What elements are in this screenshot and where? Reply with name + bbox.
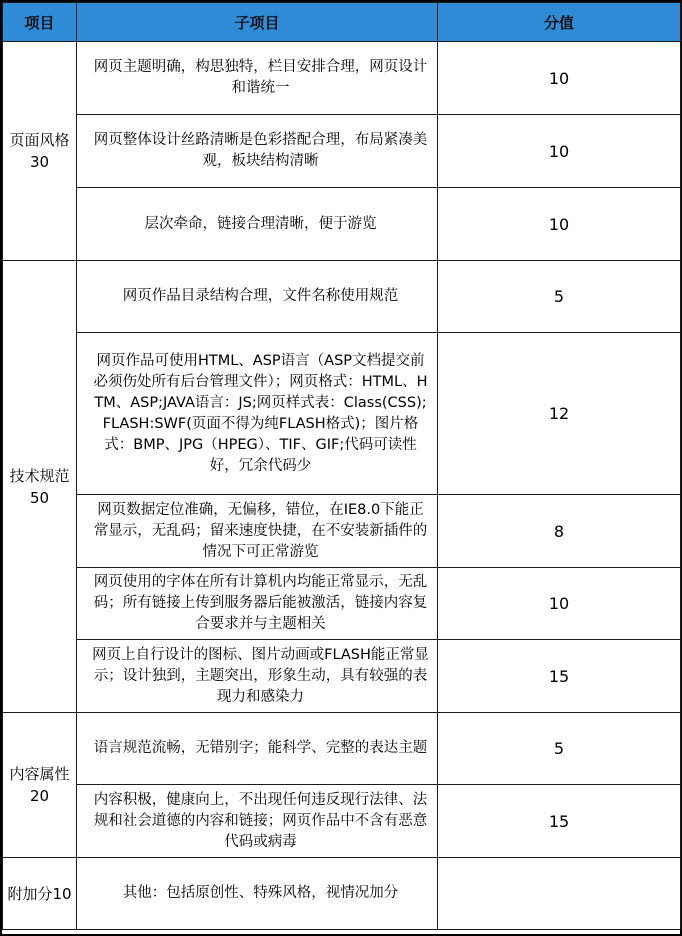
table-row [3, 785, 681, 858]
item-cell [77, 261, 438, 333]
item-cell [77, 640, 438, 713]
item-cell [77, 858, 438, 930]
score-cell: 15 [438, 640, 681, 713]
item-cell [77, 42, 438, 115]
category-cell-bonus [3, 858, 77, 930]
score-cell: 12 [438, 333, 681, 495]
score-cell: 8 [438, 495, 681, 568]
category-name: 技术规范 [9, 466, 70, 485]
table-row [3, 640, 681, 713]
table-header-row [3, 3, 681, 42]
item-text: 网页主题明确，构思独特，栏目安排合理，网页设计和谐统一 [93, 59, 428, 96]
header-item: 子项目 [77, 3, 438, 42]
item-text: 内容积极，健康向上，不出现任何违反现行法律、法规和社会道德的内容和链接；网页作品中不含有恶意代码或病毒 [93, 791, 428, 850]
table-row [3, 713, 681, 785]
category-total: 50 [29, 488, 50, 507]
score-cell: 5 [438, 261, 681, 333]
item-text: 网页作品目录结构合理，文件名称使用规范 [122, 288, 399, 304]
item-cell [77, 568, 438, 640]
score-cell: 10 [438, 188, 681, 261]
item-cell [77, 495, 438, 568]
category-cell-tech-spec [3, 261, 77, 713]
category-total: 20 [29, 787, 50, 805]
header-score: 分值 [438, 3, 681, 42]
table-row [3, 333, 681, 495]
item-text: 网页整体设计丝路清晰是色彩搭配合理，布局紧凑美观，板块结构清晰 [93, 132, 428, 169]
item-cell [77, 333, 438, 495]
table-row [3, 42, 681, 115]
table-row [3, 261, 681, 333]
score-cell: 10 [438, 568, 681, 640]
table-row [3, 495, 681, 568]
score-cell: 15 [438, 785, 681, 858]
item-text: 网页使用的字体在所有计算机内均能正常显示，无乱码；所有链接上传到服务器后能被激活，链接内容复合要求并与主题相关 [93, 574, 428, 632]
table-row [3, 568, 681, 640]
item-text: 语言规范流畅，无错别字；能科学、完整的表达主题 [93, 740, 428, 756]
score-cell [438, 858, 681, 930]
score-cell: 5 [438, 713, 681, 785]
category-name: 页面风格 [9, 131, 70, 149]
item-cell [77, 713, 438, 785]
item-text: 其他：包括原创性、特殊风格，视情况加分 [122, 885, 399, 901]
category-cell-content [3, 713, 77, 858]
category-cell-page-style [3, 42, 77, 261]
category-name: 附加分10 [7, 884, 72, 903]
item-text: 网页数据定位准确，无偏移，错位，在IE8.0下能正常显示，无乱码；留来速度快捷，在不安装新插件的情况下可正常游览 [93, 501, 428, 560]
item-cell [77, 785, 438, 858]
table-row [3, 115, 681, 188]
category-total: 30 [29, 153, 50, 171]
item-cell [77, 115, 438, 188]
score-cell: 10 [438, 42, 681, 115]
table-row [3, 188, 681, 261]
scoring-table [2, 2, 681, 930]
category-name: 内容属性 [9, 765, 70, 783]
item-text: 层次牵命，链接合理清晰，便于游览 [144, 215, 377, 232]
item-text: 网页上自行设计的图标、图片动画或FLASH能正常显示；设计独到，主题突出，形象生动，具有较强的表现力和感染力 [92, 646, 429, 705]
item-text: 网页作品可使用HTML、ASP语言（ASP文档提交前必须伤处所有后台管理文件）；网页格式：HTML、HTM、ASP;JAVA语言：JS;网页样式表：Class(CSS);FLASH:SWF(页面不得为纯FLASH格式)；图片格式：BMP、JPG（HPEG）、TIF、GIF;代码可读性好，冗余代码少 [93, 352, 428, 474]
score-cell: 10 [438, 115, 681, 188]
table-row [3, 858, 681, 930]
item-cell [77, 188, 438, 261]
header-category: 项目 [3, 3, 77, 42]
